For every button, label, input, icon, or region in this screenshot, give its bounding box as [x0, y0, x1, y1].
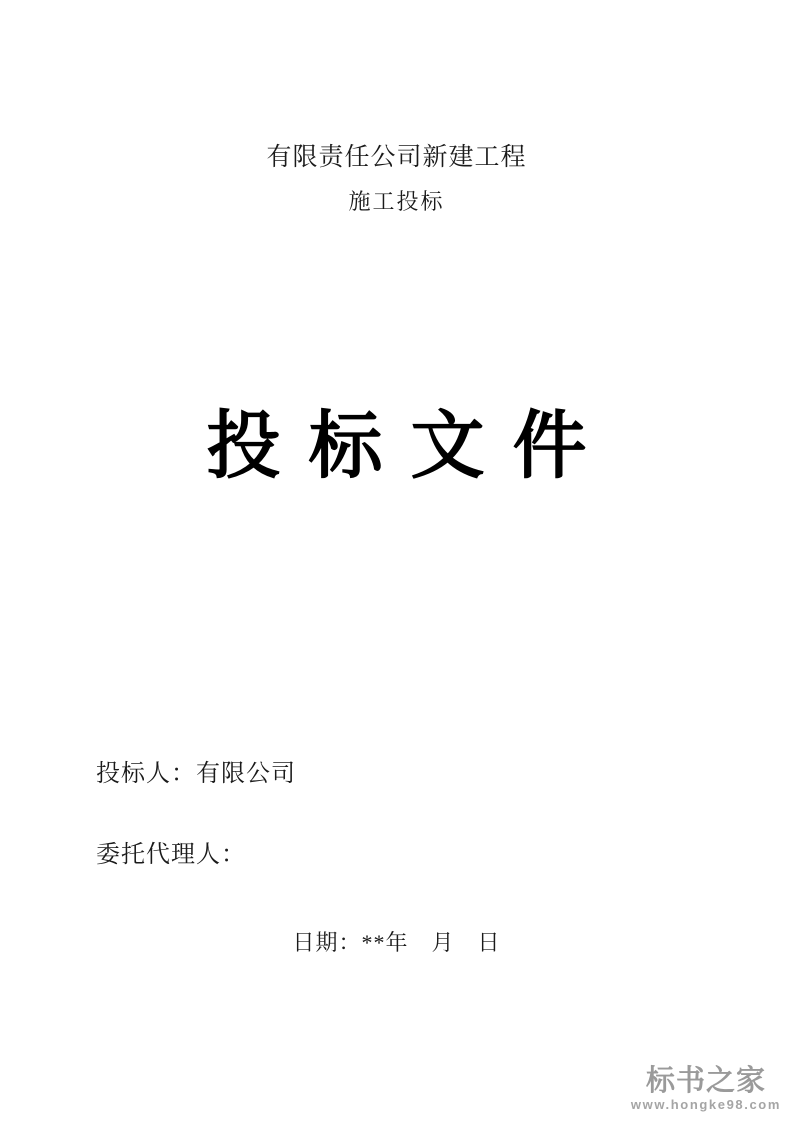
document-title-text: 投标文件 — [206, 403, 615, 489]
bid-type-line: 施工投标 — [348, 189, 445, 214]
document-title — [0, 404, 793, 488]
project-name-line: 有限责任公司新建工程 — [266, 144, 527, 171]
project-heading — [0, 142, 793, 216]
date-line: 日期：**年 月 日 — [292, 930, 501, 955]
bidder-line: 投标人：有限公司 — [96, 761, 296, 787]
agent-line: 委托代理人： — [96, 842, 246, 868]
watermark — [631, 1066, 781, 1113]
watermark-site-name: 标书之家 — [645, 1065, 766, 1097]
watermark-site-url: www.hongke98.com — [630, 1097, 781, 1112]
